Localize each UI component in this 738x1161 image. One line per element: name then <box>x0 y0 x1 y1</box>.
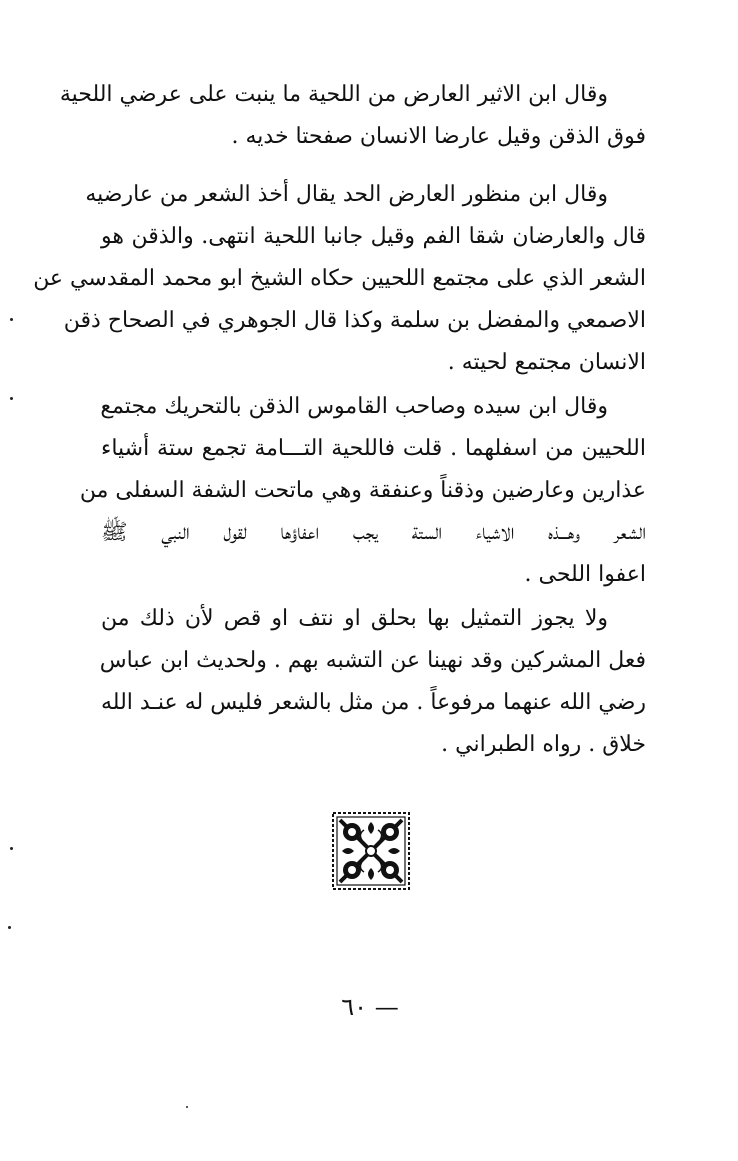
paragraph-4 <box>101 598 646 766</box>
text-line: قال والعارضان شقا الفم وقيل جانبا اللحية انتهى. والذقن هو <box>101 224 646 249</box>
scan-speck <box>8 926 11 929</box>
text-line: ولا يجوز التمثيل بها بحلق او نتف او قص لأن ذلك من <box>101 606 608 631</box>
scan-speck <box>10 318 13 321</box>
paragraph-1 <box>59 74 646 158</box>
text-line: الانسان مجتمع لحيته . <box>447 350 646 375</box>
arabesque-ornament-icon <box>332 812 410 890</box>
text-line: وقال ابن الاثير العارض من اللحية ما ينبت على عرضي اللحية <box>59 82 608 107</box>
scan-speck <box>10 847 13 850</box>
text-line: وقال ابن منظور العارض الحد يقال أخذ الشعر من عارضيه <box>85 182 608 207</box>
text-line: فوق الذقن وقيل عارضا الانسان صفحتا خديه . <box>231 124 646 149</box>
text-line: عذارين وعارضين وذقناً وعنفقة وهي ماتحت الشفة السفلى من <box>79 478 646 503</box>
page-number: — ٦٠ <box>341 993 399 1021</box>
text-line: الاصمعي والمفضل بن سلمة وكذا قال الجوهري في الصحاح ذقن <box>63 308 646 333</box>
text-line: الشعر وهـــذه الاشياء الستة يجب اعفاؤها لقول النبي ﷺ <box>101 520 646 545</box>
text-line: اللحيين من اسفلهما . قلت فاللحية التـــامة تجمع ستة أشياء <box>101 436 646 461</box>
text-line: الشعر الذي على مجتمع اللحيين حكاه الشيخ ابو محمد المقدسي عن <box>33 266 646 291</box>
paragraph-2 <box>33 174 646 384</box>
text-line: خلاق . رواه الطبراني . <box>441 732 646 757</box>
paragraph-3 <box>79 386 646 596</box>
text-line: فعل المشركين وقد نهينا عن التشبه بهم . ولحديث ابن عباس <box>99 648 646 673</box>
text-line: وقال ابن سيده وصاحب القاموس الذقن بالتحريك مجتمع <box>100 394 608 419</box>
text-line: اعفوا اللحى . <box>524 562 646 587</box>
text-line: رضي الله عنهما مرفوعاً . من مثل بالشعر فليس له عنـد الله <box>101 690 646 715</box>
scan-speck <box>10 397 13 400</box>
scan-speck <box>186 1106 188 1108</box>
